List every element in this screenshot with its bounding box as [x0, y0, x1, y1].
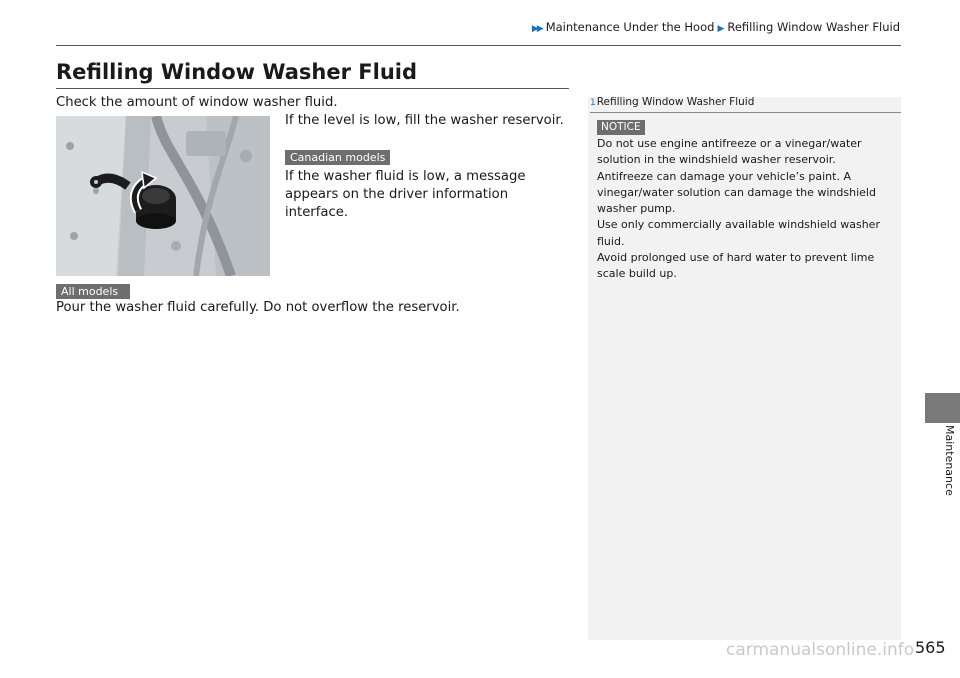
intro-text: Check the amount of window washer fluid.: [56, 95, 338, 110]
notice-badge: NOTICE: [597, 120, 645, 135]
breadcrumb-level1[interactable]: Maintenance Under the Hood: [545, 20, 715, 34]
all-models-badge: All models: [56, 284, 130, 299]
notice-line: solution in the windshield washer reservoir.: [597, 153, 836, 167]
sidebar-heading: [590, 96, 754, 108]
watermark: carmanualsonline.info: [726, 640, 915, 660]
sidebar-divider: [590, 112, 901, 113]
pour-instruction-text: Pour the washer fluid carefully. Do not overflow the reservoir.: [56, 300, 460, 315]
sidebar-heading-text: Refilling Window Washer Fluid: [596, 96, 755, 108]
notice-line: Avoid prolonged use of hard water to prevent lime: [597, 251, 875, 265]
notice-line: Do not use engine antifreeze or a vinegar/water: [597, 137, 862, 150]
canadian-models-text: If the washer fluid is low, a message appears on the driver information interface.: [285, 169, 526, 220]
washer-reservoir-photo: [56, 116, 270, 276]
notice-line: scale build up.: [597, 267, 677, 281]
section-tab[interactable]: [925, 393, 960, 423]
notice-line: Use only commercially available windshield washer: [597, 218, 880, 232]
low-level-text: If the level is low, fill the washer reservoir.: [285, 113, 564, 128]
breadcrumb-level2[interactable]: Refilling Window Washer Fluid: [727, 20, 900, 34]
notice-line: washer pump.: [597, 202, 676, 216]
notice-line: fluid.: [597, 234, 625, 248]
header-divider: [56, 45, 901, 46]
canadian-models-badge: Canadian models: [285, 150, 390, 165]
notice-line: vinegar/water solution can damage the windshield: [597, 185, 876, 199]
reference-number: 1: [590, 98, 596, 108]
washer-reservoir-illustration: [56, 116, 270, 276]
section-label: Maintenance: [943, 425, 956, 496]
double-arrow-icon: ▶▶: [531, 24, 542, 34]
page-title: Refilling Window Washer Fluid: [56, 60, 418, 84]
title-divider: [56, 88, 569, 89]
sidebar-notice-text: [597, 136, 887, 283]
page-number: 565: [915, 638, 946, 657]
arrow-icon: ▶: [717, 24, 725, 34]
notice-line: Antifreeze can damage your vehicle’s paint. A: [597, 169, 851, 183]
breadcrumb: [532, 20, 900, 34]
